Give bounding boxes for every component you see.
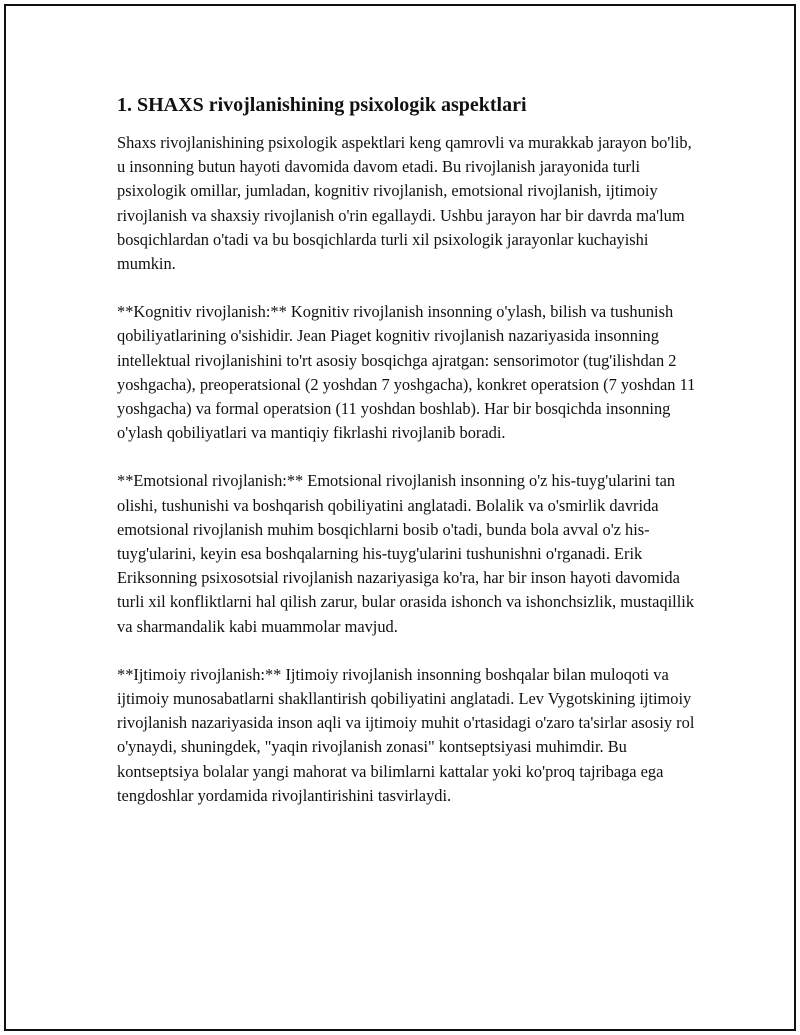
paragraph-cognitive-development: **Kognitiv rivojlanish:** Kognitiv rivojlanish insonning o'ylash, bilish va tushunish qobiliyatlarining o'sishidir. Jean Piaget kognitiv rivojlanish nazariyasida insonning intellektual rivojlanishini to'rt asosiy bosqichga ajratgan: sensorimotor (tug'ilishdan 2 yoshgacha), preoperatsional (2 yoshdan 7 yoshgacha), konkret operatsion (7 yoshdan 11 yoshgacha) va formal operatsion (11 yoshdan boshlab). Har bir bosqichda insonning o'ylash qobiliyatlari va mantiqiy fikrlashi rivojlanib boradi. [117,302,696,443]
section-heading: 1. SHAXS rivojlanishining psixologik aspektlari [117,94,527,116]
document-body [117,92,697,832]
paragraph-social-development: **Ijtimoiy rivojlanish:** Ijtimoiy rivojlanish insonning boshqalar bilan muloqoti va ijtimoiy munosabatlarni shakllantirish qobiliyatini anglatadi. Lev Vygotskining ijtimoiy rivojlanish nazariyasida inson aqli va ijtimoiy muhit o'rtasidagi o'zaro ta'sirlar asosiy rol o'ynaydi, shuningdek, "yaqin rivojlanish zonasi" kontseptsiyasi muhimdir. Bu kontseptsiya bolalar yangi mahorat va bilimlarni kattalar yoki ko'proq tajribaga ega tengdoshlar yordamida rivojlantirishini tasvirlaydi. [117,664,695,805]
paragraph-intro: Shaxs rivojlanishining psixologik aspektlari keng qamrovli va murakkab jarayon bo'lib, u insonning butun hayoti davomida davom etadi. Bu rivojlanish jarayonida turli psixologik omillar, jumladan, kognitiv rivojlanish, emotsional rivojlanish, ijtimoiy rivojlanish va shaxsiy rivojlanish o'rin egallaydi. Ushbu jarayon har bir davrda ma'lum bosqichlardan o'tadi va bu bosqichlarda turli xil psixologik jarayonlar kuchayishi mumkin. [117,133,692,274]
paragraph-emotional-development: **Emotsional rivojlanish:** Emotsional rivojlanish insonning o'z his-tuyg'ularini tan olishi, tushunishi va boshqarish qobiliyatini anglatadi. Bolalik va o'smirlik davrida emotsional rivojlanish muhim bosqichlarni bosib o'tadi, bunda bola avval o'z his-tuyg'ularini, keyin esa boshqalarning his-tuyg'ularini tushunishni o'rganadi. Erik Eriksonning psixosotsial rivojlanish nazariyasiga ko'ra, har bir inson hayoti davomida turli xil konfliktlarni hal qilish zarur, bular orasida ishonch va ishonchsizlik, mustaqillik va sharmandalik kabi muammolar mavjud. [117,471,695,636]
